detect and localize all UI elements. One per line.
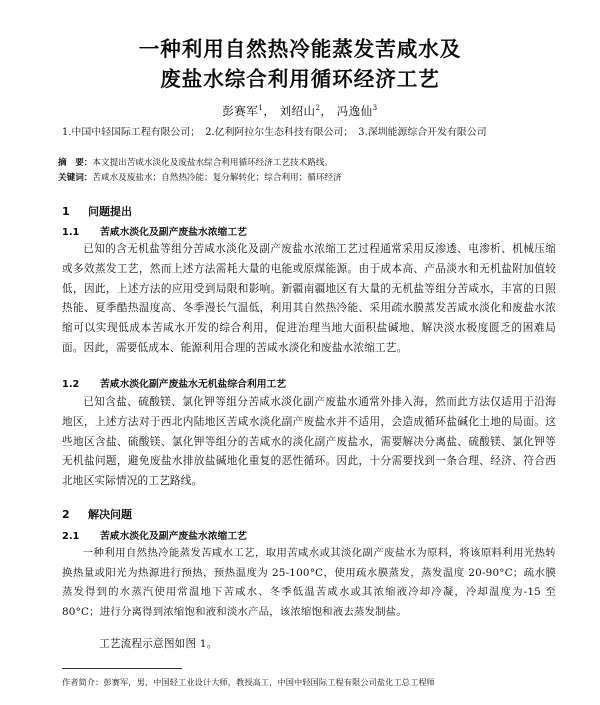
author-affil-mark: 3 bbox=[372, 104, 378, 113]
author-name: 刘绍山 bbox=[279, 104, 316, 118]
body-paragraph: 已知的含无机盐等组分苦咸水淡化及副产废盐水浓缩工艺过程通常采用反渗透、电渗析、机械压缩或多效蒸发工艺，然而上述方法需耗大量的电能或原煤能源。由于成本高、产品淡水和无机盐附加值较低，因此，上述方法的应用受到局限和影响。新疆南疆地区有大量的无机盐等组分苦咸水，丰富的日照热能、夏季酷热温度高、冬季漫长气温低，利用其自然热冷能、采用疏水膜蒸发苦咸水淡化和废盐水浓缩可以实现低成本苦咸水开发的综合利用，促进治理当地大面积盐碱地、解决淡水极度匮乏的困难局面。因此，需要低成本、能源利用合理的苦咸水淡化和废盐水浓缩工艺。 bbox=[62, 243, 556, 354]
subsection-number: 1.1 bbox=[62, 227, 80, 238]
subsection-title: 苦咸水淡化副产废盐水无机盐综合利用工艺 bbox=[100, 379, 287, 390]
paper-title-line-1: 一种利用自然热冷能蒸发苦咸水及 bbox=[138, 37, 462, 61]
subsection-heading-1-1 bbox=[62, 224, 247, 238]
author-affil-mark: 2 bbox=[315, 104, 321, 113]
author-name: 彭赛军 bbox=[222, 104, 259, 118]
keywords-text: 苦咸水及废盐水；自然热冷能；复分解转化；综合利用；循环经济 bbox=[92, 173, 342, 183]
footnote-rule bbox=[62, 668, 182, 669]
section-title: 解决问题 bbox=[88, 508, 132, 521]
section-heading-1 bbox=[62, 203, 132, 219]
keywords-label: 关键词： bbox=[58, 173, 93, 183]
figure-reference-paragraph: 工艺流程示意图如图 1。 bbox=[99, 638, 218, 650]
section-title: 问题提出 bbox=[88, 205, 132, 218]
section-number: 2 bbox=[62, 508, 70, 521]
paper-title-line-2: 废盐水综合利用循环经济工艺 bbox=[160, 67, 440, 91]
abstract-text: 本文提出苦咸水淡化及废盐水综合利用循环经济工艺技术路线。 bbox=[92, 158, 334, 168]
subsection-heading-1-2 bbox=[62, 376, 286, 390]
abstract bbox=[58, 156, 578, 168]
body-paragraph: 已知含盐、硫酸镁、氯化钾等组分苦咸水淡化副产废盐水通常外排入海，然而此方法仅适用于沿海地区，上述方法对于西北内陆地区苦咸水淡化副产废盐水并不适用，会造成循环盐碱化土地的局面。这些地区含盐、硫酸镁、氯化钾等组分的苦咸水的淡化副产废盐水，需要解决分离盐、硫酸镁、氯化钾等无机盐问题，避免废盐水排放盐碱地化重复的恶性循环。因此，十分需要找到一条合理、经济、符合西北地区实际情况的工艺路线。 bbox=[62, 396, 556, 488]
subsection-number: 2.1 bbox=[62, 531, 80, 542]
body-paragraph: 一种利用自然热冷能蒸发苦咸水工艺，取用苦咸水或其淡化副产废盐水为原料，将该原料利用光热转换热量或阳光为热源进行预热，预热温度为 25-100°C，使用疏水膜蒸发，蒸发温度 20-90°C；疏水膜蒸发得到的水蒸汽使用常温地下苦咸水、冬季低温苦咸水或其浓缩液冷却冷凝，冷却温度为-15 至 80°C；进行分离得到浓缩饱和液和淡水产品，该浓缩饱和液去蒸发制盐。 bbox=[62, 547, 556, 618]
subsection-number: 1.2 bbox=[62, 379, 80, 390]
subsection-heading-2-1 bbox=[62, 528, 247, 542]
section-number: 1 bbox=[62, 205, 70, 218]
author-footnote: 作者简介：彭赛军，男，中国轻工业设计大师，教授高工，中国中轻国际工程有限公司盐化工总工程师 bbox=[62, 677, 435, 687]
author-name: 冯逸仙 bbox=[336, 104, 373, 118]
author-affil-mark: 1 bbox=[258, 104, 264, 113]
affiliations: 1.中国中轻国际工程有限公司； 2.亿利阿拉尔生态科技有限公司； 3.深圳能源综合开发有限公司 bbox=[62, 127, 487, 138]
subsection-title: 苦咸水淡化及副产废盐水浓缩工艺 bbox=[100, 531, 247, 542]
section-heading-2 bbox=[62, 506, 132, 522]
abstract-label: 摘 要： bbox=[58, 158, 93, 168]
author-list: 彭赛军$^1$， 刘绍山$^2$， 冯逸仙$^3$ bbox=[222, 104, 378, 118]
keywords bbox=[58, 171, 578, 183]
subsection-title: 苦咸水淡化及副产废盐水浓缩工艺 bbox=[100, 227, 247, 238]
